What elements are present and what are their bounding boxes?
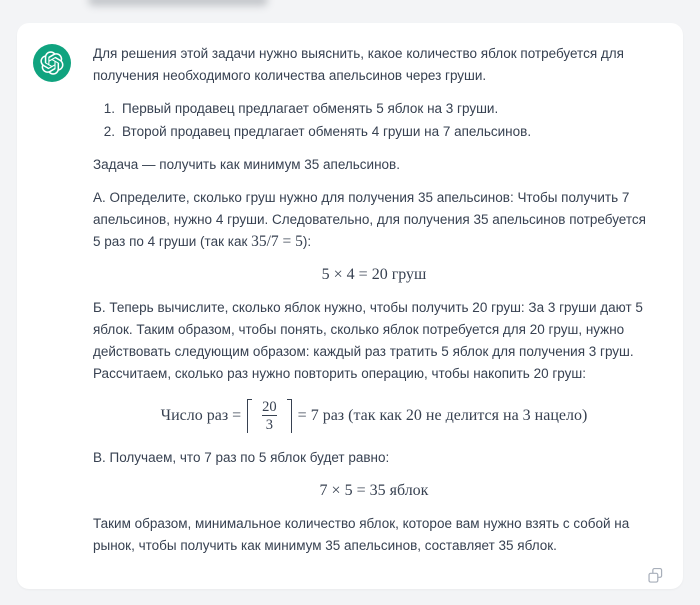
conclusion-paragraph: Таким образом, минимальное количество яблок, которое вам нужно взять с собой на рынок, чтобы получить как минимум 35 апельсинов, составляет 35 яблок. <box>93 516 630 553</box>
inline-math: 35/7 = 5 <box>251 233 303 250</box>
fraction-numerator: 20 <box>262 399 277 415</box>
list-item <box>93 98 655 120</box>
list-item-text: Первый продавец предлагает обменять 5 яблок на 3 груши. <box>122 101 499 116</box>
list-item <box>93 121 655 143</box>
task-paragraph: Задача — получить как минимум 35 апельсинов. <box>93 157 400 172</box>
formula-2-suffix: = 7 раз (так как 20 не делится на 3 нацело) <box>297 407 588 424</box>
display-formula-1: 5 × 4 = 20 груш <box>321 266 427 283</box>
display-formula-3: 7 × 5 = 35 яблок <box>319 482 429 499</box>
chatgpt-avatar <box>33 44 71 82</box>
list-item-marker: 1. <box>103 101 115 116</box>
fraction-denominator: 3 <box>262 415 277 433</box>
formula-2-prefix: Число раз = <box>160 407 242 424</box>
copy-icon <box>646 566 665 585</box>
step-a-paragraph <box>93 187 655 253</box>
copy-button[interactable] <box>644 564 666 586</box>
assistant-message-card <box>17 23 683 589</box>
list-item-marker: 2. <box>103 124 115 139</box>
chatgpt-logo-icon <box>40 51 64 75</box>
step-a-text: А. Определите, сколько груш нужно для получения 35 апельсинов: Чтобы получить 7 апельсинов, нужно 4 груши. Следовательно, для получения 35 апельсинов потребуется 5 раз по 4 груши (так как <box>93 190 646 249</box>
display-formula-2 <box>93 399 655 433</box>
fraction <box>258 399 281 433</box>
step-v-paragraph: В. Получаем, что 7 раз по 5 яблок будет равно: <box>93 450 390 465</box>
message-content <box>93 43 655 568</box>
intro-paragraph: Для решения этой задачи нужно выяснить, какое количество яблок потребуется для получения необходимого количества апельсинов через груши. <box>93 46 624 83</box>
right-ceiling-bracket <box>287 399 292 433</box>
list-item-text: Второй продавец предлагает обменять 4 груши на 7 апельсинов. <box>122 124 532 139</box>
left-ceiling-bracket <box>247 399 252 433</box>
step-b-paragraph: Б. Теперь вычислите, сколько яблок нужно, чтобы получить 20 груш: За 3 груши дают 5 яблок. Таким образом, чтобы понять, сколько яблок потребуется для 20 груш, нужно действовать следующим образом: каждый раз тратить 5 яблок для получения 3 груш. Рассчитаем, сколько раз нужно повторить операцию, чтобы накопить 20 груш: <box>93 300 643 381</box>
cropped-element-top <box>88 0 268 6</box>
ordered-list <box>93 98 655 143</box>
step-a-text-after: ): <box>302 234 312 249</box>
